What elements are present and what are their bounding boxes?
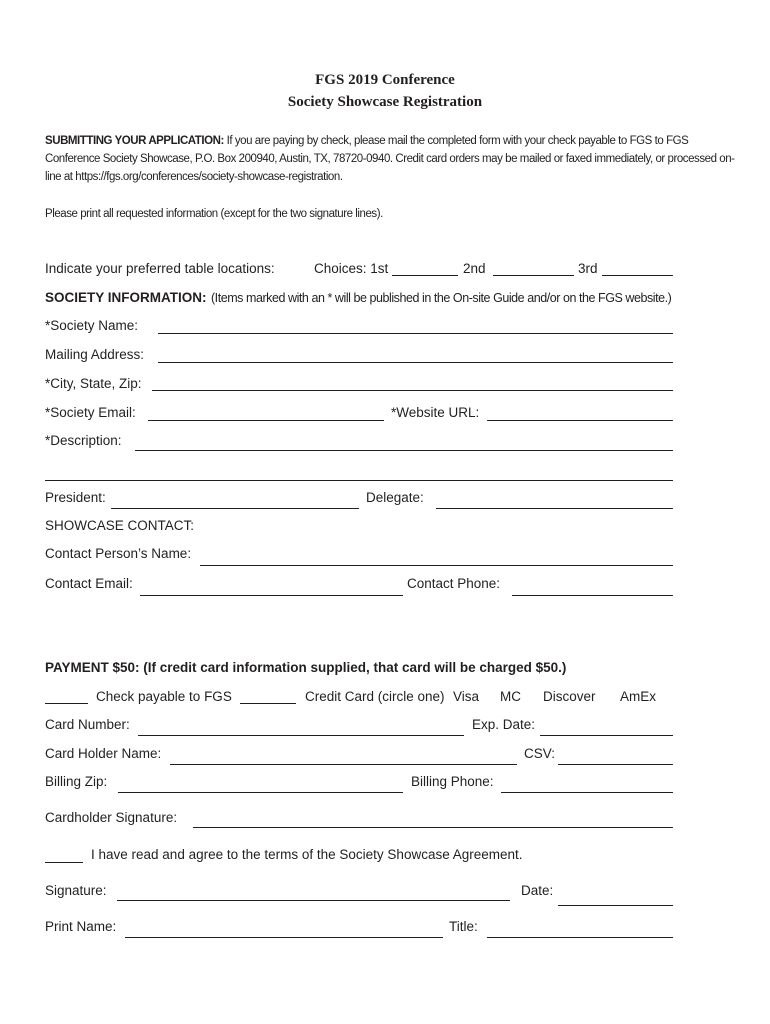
table-locations-label: Indicate your preferred table locations: (45, 261, 275, 276)
signature-label: Signature: (45, 883, 107, 898)
form-title: FGS 2019 Conference (315, 72, 455, 88)
check-option-label: Check payable to FGS (96, 689, 232, 704)
print-name-field[interactable] (125, 937, 443, 938)
society-name-label: *Society Name: (45, 318, 139, 333)
website-url-label: *Website URL: (391, 405, 480, 420)
cardholder-signature-field[interactable] (193, 827, 673, 828)
title-label: Title: (449, 919, 478, 934)
csv-field[interactable] (558, 764, 673, 765)
intro-line-3: line at https://fgs.org/conferences/society-showcase-registration. (45, 171, 343, 183)
submitting-label: SUBMITTING YOUR APPLICATION: (45, 135, 224, 147)
mailing-address-label: Mailing Address: (45, 347, 145, 362)
cardholder-signature-label: Cardholder Signature: (45, 810, 178, 825)
president-label: President: (45, 490, 106, 505)
city-state-zip-field[interactable] (152, 390, 673, 391)
society-name-field[interactable] (158, 333, 673, 334)
title-field[interactable] (487, 937, 673, 938)
society-info-heading (45, 289, 671, 307)
contact-name-field[interactable] (200, 565, 673, 566)
contact-phone-label: Contact Phone: (407, 576, 501, 591)
print-name-label: Print Name: (45, 919, 117, 934)
president-field[interactable] (111, 508, 359, 509)
contact-name-label: Contact Person’s Name: (45, 546, 192, 561)
society-info-note: (Items marked with an * will be published in the On-site Guide and/or on the FGS website.) (210, 291, 672, 305)
card-holder-name-field[interactable] (170, 764, 517, 765)
intro-line-1 (45, 135, 688, 147)
city-state-zip-label: *City, State, Zip: (45, 376, 142, 391)
card-number-field[interactable] (138, 735, 464, 736)
mailing-address-field[interactable] (158, 362, 673, 363)
agreement-text: I have read and agree to the terms of the Society Showcase Agreement. (91, 847, 523, 862)
description-field-line-2[interactable] (45, 480, 673, 481)
description-label: *Description: (45, 433, 122, 448)
billing-zip-field[interactable] (118, 792, 403, 793)
billing-phone-field[interactable] (501, 792, 673, 793)
showcase-contact-heading: SHOWCASE CONTACT: (45, 518, 195, 533)
choice-3rd-field[interactable] (602, 275, 673, 276)
exp-date-label: Exp. Date: (472, 717, 536, 732)
delegate-field[interactable] (436, 508, 673, 509)
society-info-title: SOCIETY INFORMATION: (45, 290, 207, 305)
card-holder-name-label: Card Holder Name: (45, 746, 162, 761)
description-field-line-1[interactable] (135, 450, 673, 451)
form-subtitle: Society Showcase Registration (287, 94, 483, 110)
society-email-field[interactable] (148, 420, 384, 421)
print-note: Please print all requested information (except for the two signature lines). (45, 208, 383, 220)
signature-field[interactable] (117, 900, 510, 901)
billing-zip-label: Billing Zip: (45, 774, 108, 789)
exp-date-field[interactable] (540, 735, 673, 736)
choice-1st-field[interactable] (392, 275, 458, 276)
agreement-initial-field[interactable] (45, 862, 83, 863)
choice-1st-label: Choices: 1st (314, 261, 389, 276)
contact-email-field[interactable] (140, 595, 403, 596)
contact-email-label: Contact Email: (45, 576, 133, 591)
choice-3rd-label: 3rd (578, 261, 598, 276)
society-email-label: *Society Email: (45, 405, 136, 420)
billing-phone-label: Billing Phone: (411, 774, 494, 789)
card-type-discover[interactable]: Discover (543, 689, 596, 704)
date-field[interactable] (558, 905, 673, 906)
payment-heading: PAYMENT $50: (If credit card information supplied, that card will be charged $50.) (45, 660, 567, 675)
card-type-amex[interactable]: AmEx (620, 689, 657, 704)
delegate-label: Delegate: (366, 490, 424, 505)
credit-card-option-blank[interactable] (240, 703, 296, 704)
card-type-mc[interactable]: MC (500, 689, 521, 704)
intro-line-2: Conference Society Showcase, P.O. Box 200940, Austin, TX, 78720-0940. Credit card orders may be mailed or faxed immediately, or processed on- (45, 153, 735, 165)
credit-card-option-label: Credit Card (circle one) (305, 689, 445, 704)
date-label: Date: (521, 883, 554, 898)
contact-phone-field[interactable] (512, 595, 673, 596)
check-option-blank[interactable] (45, 703, 88, 704)
choice-2nd-field[interactable] (493, 275, 574, 276)
csv-label: CSV: (524, 746, 556, 761)
card-number-label: Card Number: (45, 717, 130, 732)
card-type-visa[interactable]: Visa (453, 689, 480, 704)
intro-line-1-text: If you are paying by check, please mail the completed form with your check payable to FGS to FGS (226, 135, 689, 147)
website-url-field[interactable] (487, 420, 673, 421)
choice-2nd-label: 2nd (463, 261, 486, 276)
